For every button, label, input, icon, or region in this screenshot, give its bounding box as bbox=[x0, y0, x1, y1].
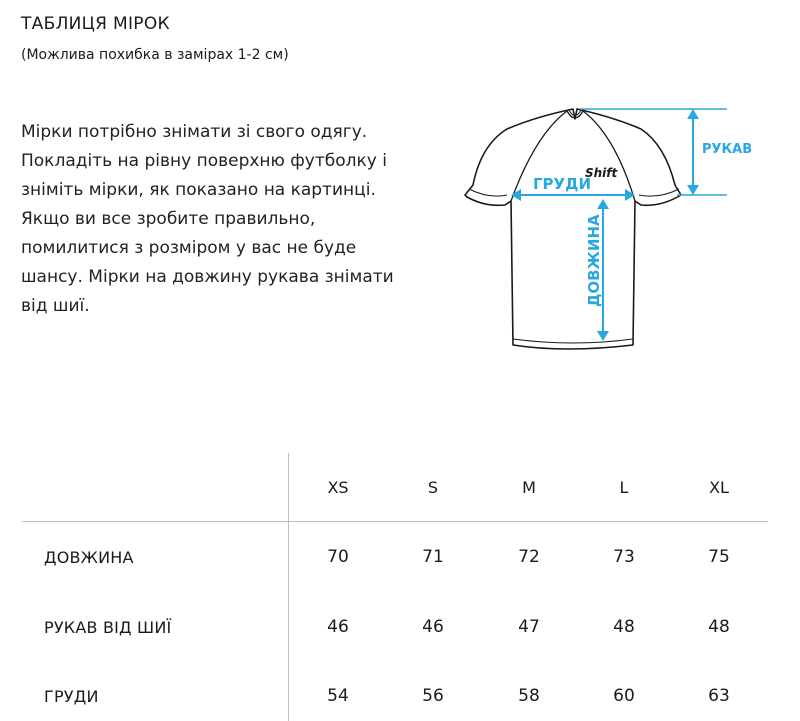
table-cell: 54 bbox=[327, 686, 349, 706]
table-cell: 71 bbox=[422, 547, 444, 567]
chest-label: ГРУДИ bbox=[533, 175, 592, 193]
table-cell: 63 bbox=[708, 686, 730, 706]
row-label-length: ДОВЖИНА bbox=[44, 548, 134, 567]
length-label: ДОВЖИНА bbox=[585, 214, 603, 307]
table-header-divider bbox=[22, 521, 768, 522]
page-title: ТАБЛИЦЯ МІРОК bbox=[21, 14, 170, 34]
row-label-chest: ГРУДИ bbox=[44, 687, 99, 706]
table-cell: 58 bbox=[518, 686, 540, 706]
table-cell: 48 bbox=[613, 617, 635, 637]
tshirt-outline-icon bbox=[455, 95, 755, 365]
table-cell: 48 bbox=[708, 617, 730, 637]
page-subtitle: (Можлива похибка в замірах 1-2 см) bbox=[21, 47, 289, 63]
table-column-divider bbox=[288, 453, 289, 721]
measuring-instructions: Мірки потрібно знімати зі свого одягу. Покладіть на рівну поверхню футболку і зніміть мірки, як показано на картинці. Якщо ви все зробите правильно, помилитися з розміром у вас не буде шансу. Мірки на довжину рукава знімати від шиї. bbox=[21, 122, 394, 316]
size-header-s: S bbox=[427, 478, 439, 497]
size-header-xl: XL bbox=[709, 478, 729, 497]
brand-logo: Shift bbox=[585, 166, 618, 180]
table-cell: 72 bbox=[518, 547, 540, 567]
table-cell: 75 bbox=[708, 547, 730, 567]
table-cell: 73 bbox=[613, 547, 635, 567]
row-label-sleeve: РУКАВ ВІД ШИЇ bbox=[44, 618, 172, 637]
size-header-l: L bbox=[619, 478, 629, 497]
table-cell: 47 bbox=[518, 617, 540, 637]
size-header-xs: XS bbox=[327, 478, 349, 497]
table-cell: 56 bbox=[422, 686, 444, 706]
table-cell: 46 bbox=[327, 617, 349, 637]
sleeve-label: РУКАВ bbox=[702, 142, 753, 157]
table-cell: 70 bbox=[327, 547, 349, 567]
tshirt-measurement-diagram bbox=[455, 95, 755, 365]
size-header-m: M bbox=[522, 478, 536, 497]
table-cell: 60 bbox=[613, 686, 635, 706]
table-cell: 46 bbox=[422, 617, 444, 637]
